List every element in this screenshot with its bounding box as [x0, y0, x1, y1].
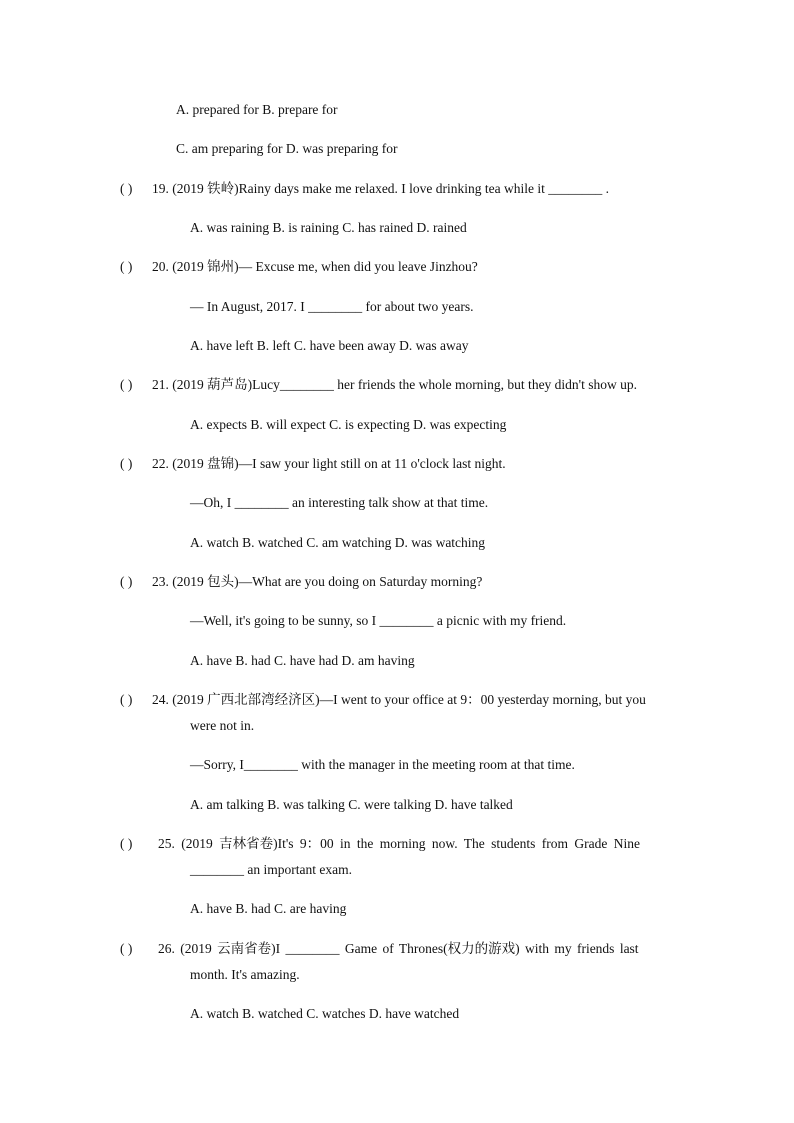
options-line: A. am talking B. was talking C. were talking D. have talked: [190, 797, 513, 812]
answer-blank: ( ): [120, 692, 133, 707]
answer-blank: ( ): [120, 836, 133, 851]
question-stem: 19. (2019 铁岭)Rainy days make me relaxed. I love drinking tea while it ________ .: [152, 181, 610, 196]
answer-blank: ( ): [120, 456, 133, 471]
options-line: A. have left B. left C. have been away D. was away: [190, 338, 469, 353]
answer-blank: ( ): [120, 574, 133, 589]
question-stem: 21. (2019 葫芦岛)Lucy________ her friends the whole morning, but they didn't show up.: [152, 377, 637, 392]
options-line: A. watch B. watched C. watches D. have watched: [190, 1006, 460, 1021]
question-stem-continued: were not in.: [190, 718, 255, 733]
question-stem: 20. (2019 锦州)— Excuse me, when did you leave Jinzhou?: [152, 259, 478, 274]
options-line: A. watch B. watched C. am watching D. was watching: [190, 535, 486, 550]
dialogue-line: —Well, it's going to be sunny, so I ________ a picnic with my friend.: [190, 613, 567, 628]
answer-blank: ( ): [120, 377, 133, 392]
options-line: A. was raining B. is raining C. has rained D. rained: [190, 220, 467, 235]
answer-blank: ( ): [120, 181, 133, 196]
options-line: A. expects B. will expect C. is expecting D. was expecting: [190, 417, 507, 432]
question-stem: 26. (2019 云南省卷)I ________ Game of Thrones(权力的游戏) with my friends last: [158, 941, 639, 956]
dialogue-line: —Oh, I ________ an interesting talk show at that time.: [190, 495, 489, 510]
answer-blank: ( ): [120, 941, 133, 956]
options-line: A. have B. had C. are having: [190, 901, 347, 916]
question-stem: 25. (2019 吉林省卷)It's 9：00 in the morning now. The students from Grade Nine: [158, 836, 640, 851]
options-line: A. have B. had C. have had D. am having: [190, 653, 415, 668]
dialogue-line: — In August, 2017. I ________ for about two years.: [190, 299, 474, 314]
question-stem: 24. (2019 广西北部湾经济区)—I went to your office at 9：00 yesterday morning, but you: [152, 692, 646, 707]
options-line: C. am preparing for D. was preparing for: [176, 141, 398, 156]
answer-blank: ( ): [120, 259, 133, 274]
question-stem: 22. (2019 盘锦)—I saw your light still on at 11 o'clock last night.: [152, 456, 506, 471]
question-stem: 23. (2019 包头)—What are you doing on Saturday morning?: [152, 574, 483, 589]
dialogue-line: —Sorry, I________ with the manager in the meeting room at that time.: [190, 757, 575, 772]
question-stem-continued: ________ an important exam.: [190, 862, 352, 877]
options-line: A. prepared for B. prepare for: [176, 102, 338, 117]
question-stem-continued: month. It's amazing.: [190, 967, 300, 982]
